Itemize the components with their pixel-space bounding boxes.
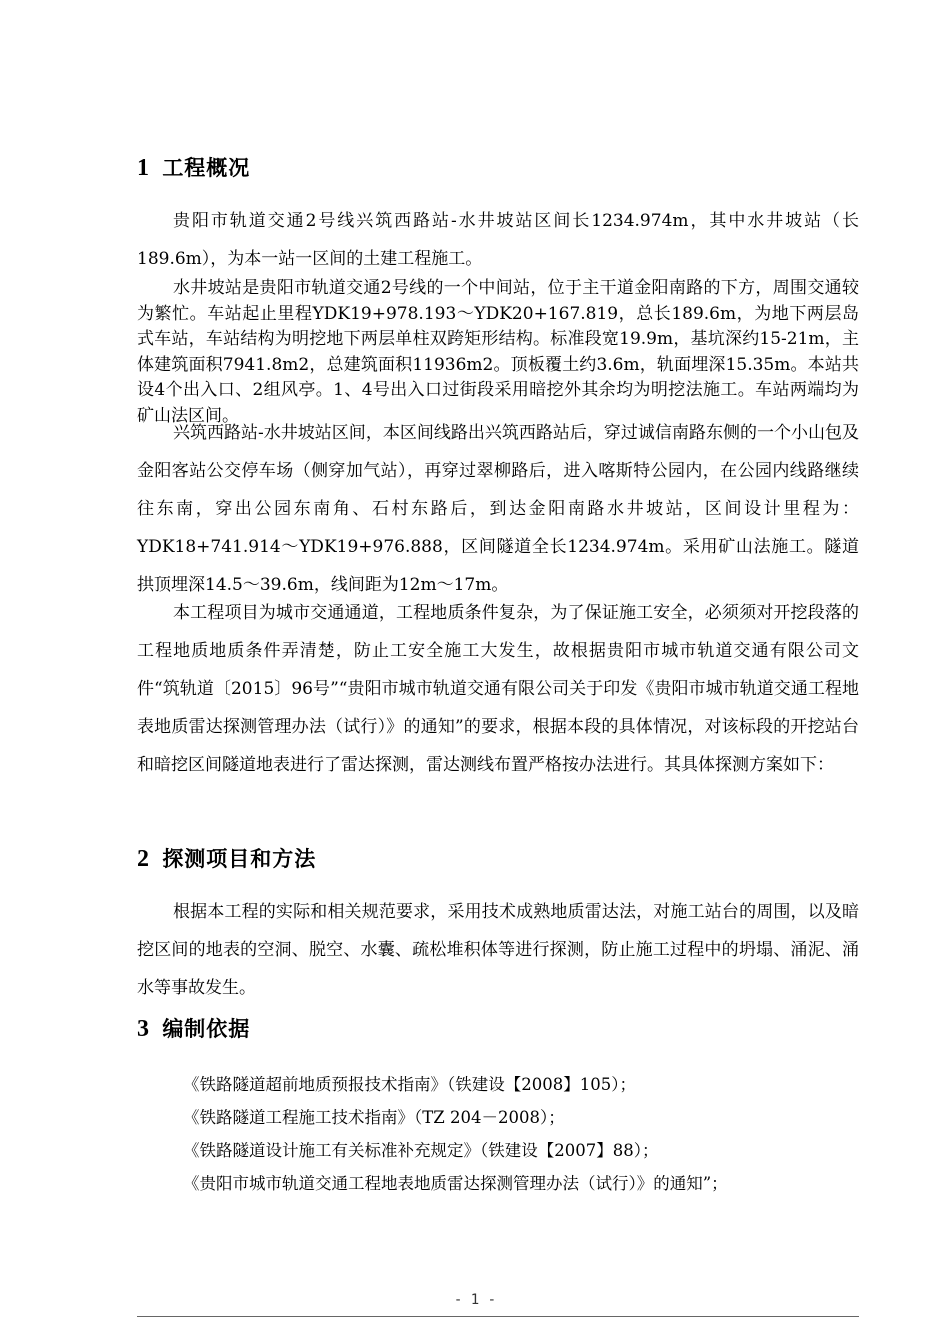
section-number: 1 xyxy=(137,155,150,181)
page-number: - 1 - xyxy=(453,1292,497,1308)
paragraph: 兴筑西路站-水井坡站区间，本区间线路出兴筑西路站后，穿过诚信南路东侧的一个小山包及金阳客站公交停车场（侧穿加气站），再穿过翠柳路后，进入喀斯特公园内，在公园内线路继续往东南，穿出公园东南角、石村东路后，到达金阳南路水井坡站，区间设计里程为：YDK18+741.914～YDK19+976.888，区间隧道全长1234.974m。采用矿山法施工。隧道拱顶埋深14.5～39.6m，线间距为12m～17m。 xyxy=(137,423,859,595)
reference-item: 《铁路隧道工程施工技术指南》（TZ 204－2008）； xyxy=(183,1108,565,1127)
reference-item: 《铁路隧道超前地质预报技术指南》（铁建设【2008】105）； xyxy=(183,1075,636,1094)
paragraph: 水井坡站是贵阳市轨道交通2号线的一个中间站，位于主干道金阳南路的下方，周围交通较为繁忙。车站起止里程YDK19+978.193～YDK20+167.819，总长189.6m，为地下两层岛式车站，车站结构为明挖地下两层单柱双跨矩形结构。标准段宽19.9m，基坑深约15-21m，主体建筑面积7941.8m2，总建筑面积11936m2。顶板覆土约3.6m，轨面埋深15.35m。本站共设4个出入口、2组风亭。1、4号出入口过街段采用暗挖外其余均为明挖法施工。车站两端均为矿山法区间。 xyxy=(137,278,859,426)
section-number: 2 xyxy=(137,846,150,872)
paragraph: 本工程项目为城市交通通道，工程地质条件复杂，为了保证施工安全，必须须对开挖段落的工程地质地质条件弄清楚，防止工安全施工大发生，故根据贵阳市城市轨道交通有限公司文件“筑轨道〔2015〕96号”“贵阳市城市轨道交通有限公司关于印发《贵阳市城市轨道交通工程地表地质雷达探测管理办法（试行）》的通知”的要求，根据本段的具体情况，对该标段的开挖站台和暗挖区间隧道地表进行了雷达探测，雷达测线布置严格按办法进行。其具体探测方案如下： xyxy=(137,603,859,775)
paragraph: 根据本工程的实际和相关规范要求，采用技术成熟地质雷达法，对施工站台的周围，以及暗挖区间的地表的空洞、脱空、水囊、疏松堆积体等进行探测，防止施工过程中的坍塌、涌泥、涌水等事故发生。 xyxy=(137,902,859,998)
section-number: 3 xyxy=(137,1016,150,1042)
section-heading-1 xyxy=(137,152,250,182)
section-title: 探测项目和方法 xyxy=(162,847,317,871)
section-title: 工程概况 xyxy=(162,156,251,180)
section-title: 编制依据 xyxy=(162,1017,251,1041)
section-heading-3 xyxy=(137,1013,250,1043)
reference-item: 《铁路隧道设计施工有关标准补充规定》（铁建设【2007】88）； xyxy=(183,1141,659,1160)
paragraph: 贵阳市轨道交通2号线兴筑西路站-水井坡站区间长1234.974m，其中水井坡站（长189.6m），为本一站一区间的土建工程施工。 xyxy=(137,211,859,269)
footer-divider xyxy=(137,1316,859,1317)
section-heading-2 xyxy=(137,843,316,873)
reference-item: 《贵阳市城市轨道交通工程地表地质雷达探测管理办法（试行）》的通知”； xyxy=(183,1174,728,1193)
